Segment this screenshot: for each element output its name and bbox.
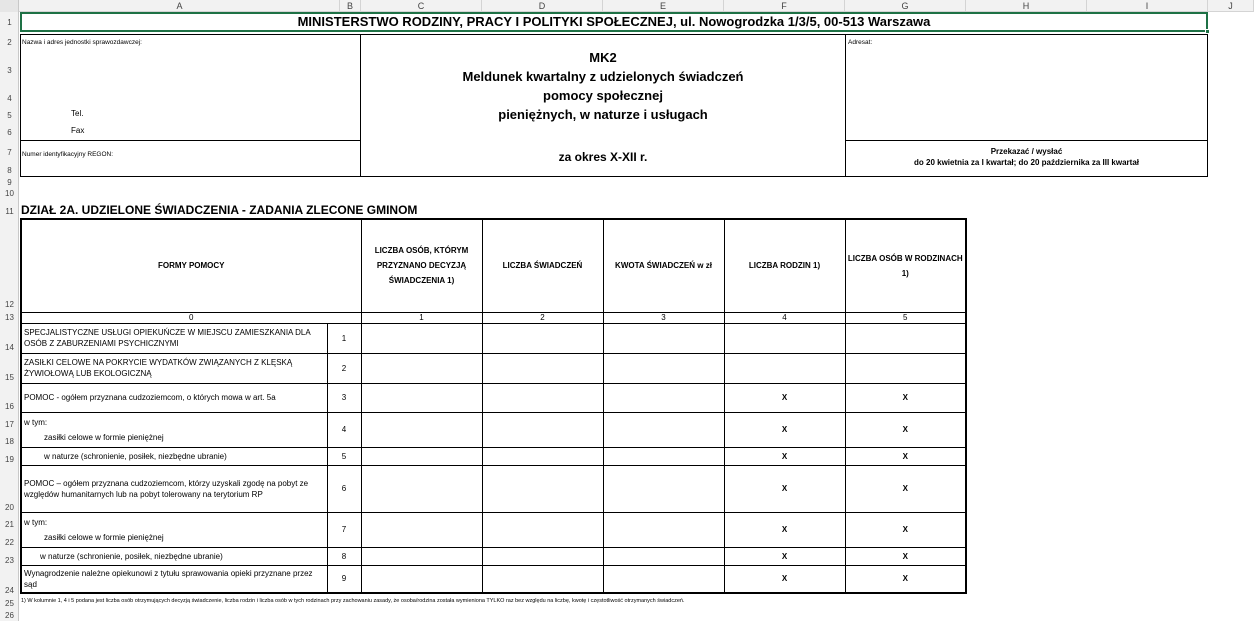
column-header-bar: [0, 0, 1254, 12]
input-cell[interactable]: [603, 512, 724, 547]
row-label: POMOC – ogółem przyznana cudzoziemcom, którzy uzyskali zgodę na pobyt ze względów humanitarnych lub na pobyt tolerowany na terytorium RP: [21, 465, 327, 512]
x-mark-cell: X: [724, 547, 845, 565]
input-cell[interactable]: [482, 547, 603, 565]
input-cell[interactable]: [603, 412, 724, 447]
column-header-i[interactable]: I: [1087, 0, 1208, 12]
input-cell[interactable]: [482, 412, 603, 447]
table-row: [21, 412, 966, 447]
table-row: [21, 565, 966, 593]
section-title: DZIAŁ 2A. UDZIELONE ŚWIADCZENIA - ZADANIA ZLECONE GMINOM: [21, 203, 418, 217]
row-header[interactable]: 7: [7, 148, 12, 157]
row-label: [21, 412, 327, 447]
row-label-sub: zasiłki celowe w formie pieniężnej: [44, 432, 164, 442]
input-cell[interactable]: [361, 547, 482, 565]
row-header[interactable]: 9: [7, 178, 12, 187]
row-number: 7: [327, 512, 361, 547]
regon-label: Numer identyfikacyjny REGON:: [22, 151, 114, 158]
column-header-h[interactable]: H: [966, 0, 1087, 12]
input-cell[interactable]: [845, 323, 966, 353]
fax-label: Fax: [71, 126, 85, 135]
column-header-c[interactable]: C: [361, 0, 482, 12]
row-header[interactable]: 11: [5, 207, 14, 216]
x-mark-cell: X: [845, 412, 966, 447]
row-label: SPECJALISTYCZNE USŁUGI OPIEKUŃCZE W MIEJSCU ZAMIESZKANIA DLA OSÓB Z ZABURZENIAMI PSYCHICZNYMI: [21, 323, 327, 353]
table-row: [21, 383, 966, 412]
row-label: ZASIŁKI CELOWE NA POKRYCIE WYDATKÓW ZWIĄZANYCH Z KLĘSKĄ ŻYWIOŁOWĄ LUB EKOLOGICZNĄ: [21, 353, 327, 383]
x-mark-cell: X: [845, 565, 966, 593]
adresat-label: Adresat:: [848, 39, 873, 46]
row-header[interactable]: 16: [5, 402, 14, 411]
select-all-corner[interactable]: [0, 0, 19, 12]
table-row: [21, 323, 966, 353]
input-cell[interactable]: [361, 512, 482, 547]
table-row: [21, 353, 966, 383]
index-cell: 3: [603, 312, 724, 323]
input-cell[interactable]: [361, 447, 482, 465]
input-cell[interactable]: [482, 565, 603, 593]
row-number: 9: [327, 565, 361, 593]
table-row: [21, 447, 966, 465]
row-header[interactable]: 17: [5, 420, 14, 429]
unit-name-label: Nazwa i adres jednostki sprawozdawczej:: [22, 39, 142, 46]
x-mark-cell: X: [845, 383, 966, 412]
column-header-e[interactable]: E: [603, 0, 724, 12]
input-cell[interactable]: [361, 412, 482, 447]
benefits-table: [20, 218, 967, 594]
row-header[interactable]: 23: [5, 556, 14, 565]
input-cell[interactable]: [482, 447, 603, 465]
index-row: [21, 312, 966, 323]
row-label: [21, 512, 327, 547]
row-header[interactable]: 18: [5, 437, 14, 446]
row-header[interactable]: 15: [5, 373, 14, 382]
index-cell: 5: [845, 312, 966, 323]
row-header[interactable]: 21: [5, 520, 14, 529]
x-mark-cell: X: [845, 512, 966, 547]
x-mark-cell: X: [845, 465, 966, 512]
period-label: za okres X-XII r.: [558, 150, 648, 164]
divider: [845, 140, 1208, 141]
x-mark-cell: X: [724, 465, 845, 512]
x-mark-cell: X: [724, 512, 845, 547]
header-benefits-count: LICZBA ŚWIADCZEŃ: [482, 219, 603, 312]
input-cell[interactable]: [482, 512, 603, 547]
input-cell[interactable]: [361, 353, 482, 383]
index-cell: 0: [21, 312, 361, 323]
table-row: [21, 465, 966, 512]
row-label-prefix: w tym:: [24, 417, 48, 427]
column-header-b[interactable]: B: [340, 0, 361, 12]
form-title-line-1: Meldunek kwartalny z udzielonych świadczeń: [462, 69, 744, 84]
row-header[interactable]: 12: [5, 300, 14, 309]
row-number: 6: [327, 465, 361, 512]
input-cell[interactable]: [603, 323, 724, 353]
row-header[interactable]: 25: [5, 599, 14, 608]
input-cell[interactable]: [724, 323, 845, 353]
x-mark-cell: X: [845, 547, 966, 565]
column-header-a[interactable]: A: [20, 0, 340, 12]
input-cell[interactable]: [603, 383, 724, 412]
row-header[interactable]: 22: [5, 538, 14, 547]
header-forms: FORMY POMOCY: [21, 219, 361, 312]
input-cell[interactable]: [482, 353, 603, 383]
row-header[interactable]: 3: [7, 66, 12, 75]
row-number: 2: [327, 353, 361, 383]
header-amount: KWOTA ŚWIADCZEŃ w zł: [603, 219, 724, 312]
index-cell: 1: [361, 312, 482, 323]
row-header[interactable]: 19: [5, 455, 14, 464]
row-header[interactable]: 2: [7, 38, 12, 47]
row-number: 8: [327, 547, 361, 565]
x-mark-cell: X: [845, 447, 966, 465]
ministry-title-cell[interactable]: MINISTERSTWO RODZINY, PRACY I POLITYKI SPOŁECZNEJ, ul. Nowogrodzka 1/3/5, 00-513 Warszawa: [20, 12, 1208, 32]
row-header[interactable]: 6: [7, 128, 12, 137]
input-cell[interactable]: [361, 323, 482, 353]
header-persons: LICZBA OSÓB, KTÓRYM PRZYZNANO DECYZJĄ ŚWIADCZENIA 1): [361, 219, 482, 312]
input-cell[interactable]: [361, 565, 482, 593]
input-cell[interactable]: [724, 353, 845, 383]
form-code: MK2: [589, 50, 617, 65]
row-number: 3: [327, 383, 361, 412]
input-cell[interactable]: [845, 353, 966, 383]
column-header-f[interactable]: F: [724, 0, 845, 12]
row-label: w naturze (schronienie, posiłek, niezbędne ubranie): [21, 547, 327, 565]
input-cell[interactable]: [603, 353, 724, 383]
send-deadline-line-1: Przekazać / wysłać: [990, 147, 1063, 156]
row-label: w naturze (schronienie, posiłek, niezbędne ubranie): [21, 447, 327, 465]
input-cell[interactable]: [603, 547, 724, 565]
column-header-d[interactable]: D: [482, 0, 603, 12]
row-header[interactable]: 10: [5, 189, 14, 198]
input-cell[interactable]: [603, 565, 724, 593]
x-mark-cell: X: [724, 565, 845, 593]
input-cell[interactable]: [361, 383, 482, 412]
send-deadline: [845, 146, 1208, 168]
index-cell: 4: [724, 312, 845, 323]
header-families: LICZBA RODZIN 1): [724, 219, 845, 312]
row-number: 1: [327, 323, 361, 353]
input-cell[interactable]: [482, 383, 603, 412]
input-cell[interactable]: [482, 323, 603, 353]
form-title: [361, 48, 845, 124]
footnote: 1) W kolumnie 1, 4 i 5 podana jest liczba osób otrzymujących decyzją świadczenie, liczba rodzin i liczba osób w tych rodzinach przy zachowaniu zasady, że osoba/rodzina została wymieniona TYLKO raz bez względu na liczbę, kwotę i częstotliwość otrzymanych świadczeń.: [21, 598, 685, 604]
row-label: POMOC - ogółem przyznana cudzoziemcom, o których mowa w art. 5a: [21, 383, 327, 412]
row-header[interactable]: 1: [7, 18, 12, 27]
row-header[interactable]: 14: [5, 343, 14, 352]
x-mark-cell: X: [724, 412, 845, 447]
row-number: 4: [327, 412, 361, 447]
row-header[interactable]: 26: [5, 611, 14, 620]
row-header[interactable]: 13: [5, 313, 14, 322]
row-label-prefix: w tym:: [24, 517, 48, 527]
form-title-line-3: pieniężnych, w naturze i usługach: [498, 107, 708, 122]
column-header-j[interactable]: J: [1208, 0, 1254, 12]
input-cell[interactable]: [361, 465, 482, 512]
row-header[interactable]: 4: [7, 94, 12, 103]
x-mark-cell: X: [724, 447, 845, 465]
input-cell[interactable]: [603, 465, 724, 512]
column-header-g[interactable]: G: [845, 0, 966, 12]
row-label: Wynagrodzenie należne opiekunowi z tytułu sprawowania opieki przyznane przez sąd: [21, 565, 327, 593]
row-header[interactable]: 8: [7, 166, 12, 175]
divider: [20, 140, 361, 141]
send-deadline-line-2: do 20 kwietnia za I kwartał; do 20 października za III kwartał: [914, 158, 1139, 167]
index-cell: 2: [482, 312, 603, 323]
tel-label: Tel.: [71, 109, 84, 118]
table-header-row: [21, 219, 966, 312]
table-row: [21, 512, 966, 547]
row-header[interactable]: 20: [5, 503, 14, 512]
input-cell[interactable]: [482, 465, 603, 512]
row-label-sub: zasiłki celowe w formie pieniężnej: [44, 532, 164, 542]
input-cell[interactable]: [603, 447, 724, 465]
table-row: [21, 547, 966, 565]
row-header[interactable]: 24: [5, 586, 14, 595]
row-header[interactable]: 5: [7, 111, 12, 120]
row-header-bar: [0, 12, 19, 621]
x-mark-cell: X: [724, 383, 845, 412]
form-title-line-2: pomocy społecznej: [543, 88, 663, 103]
header-family-members: LICZBA OSÓB W RODZINACH 1): [845, 219, 966, 312]
row-number: 5: [327, 447, 361, 465]
